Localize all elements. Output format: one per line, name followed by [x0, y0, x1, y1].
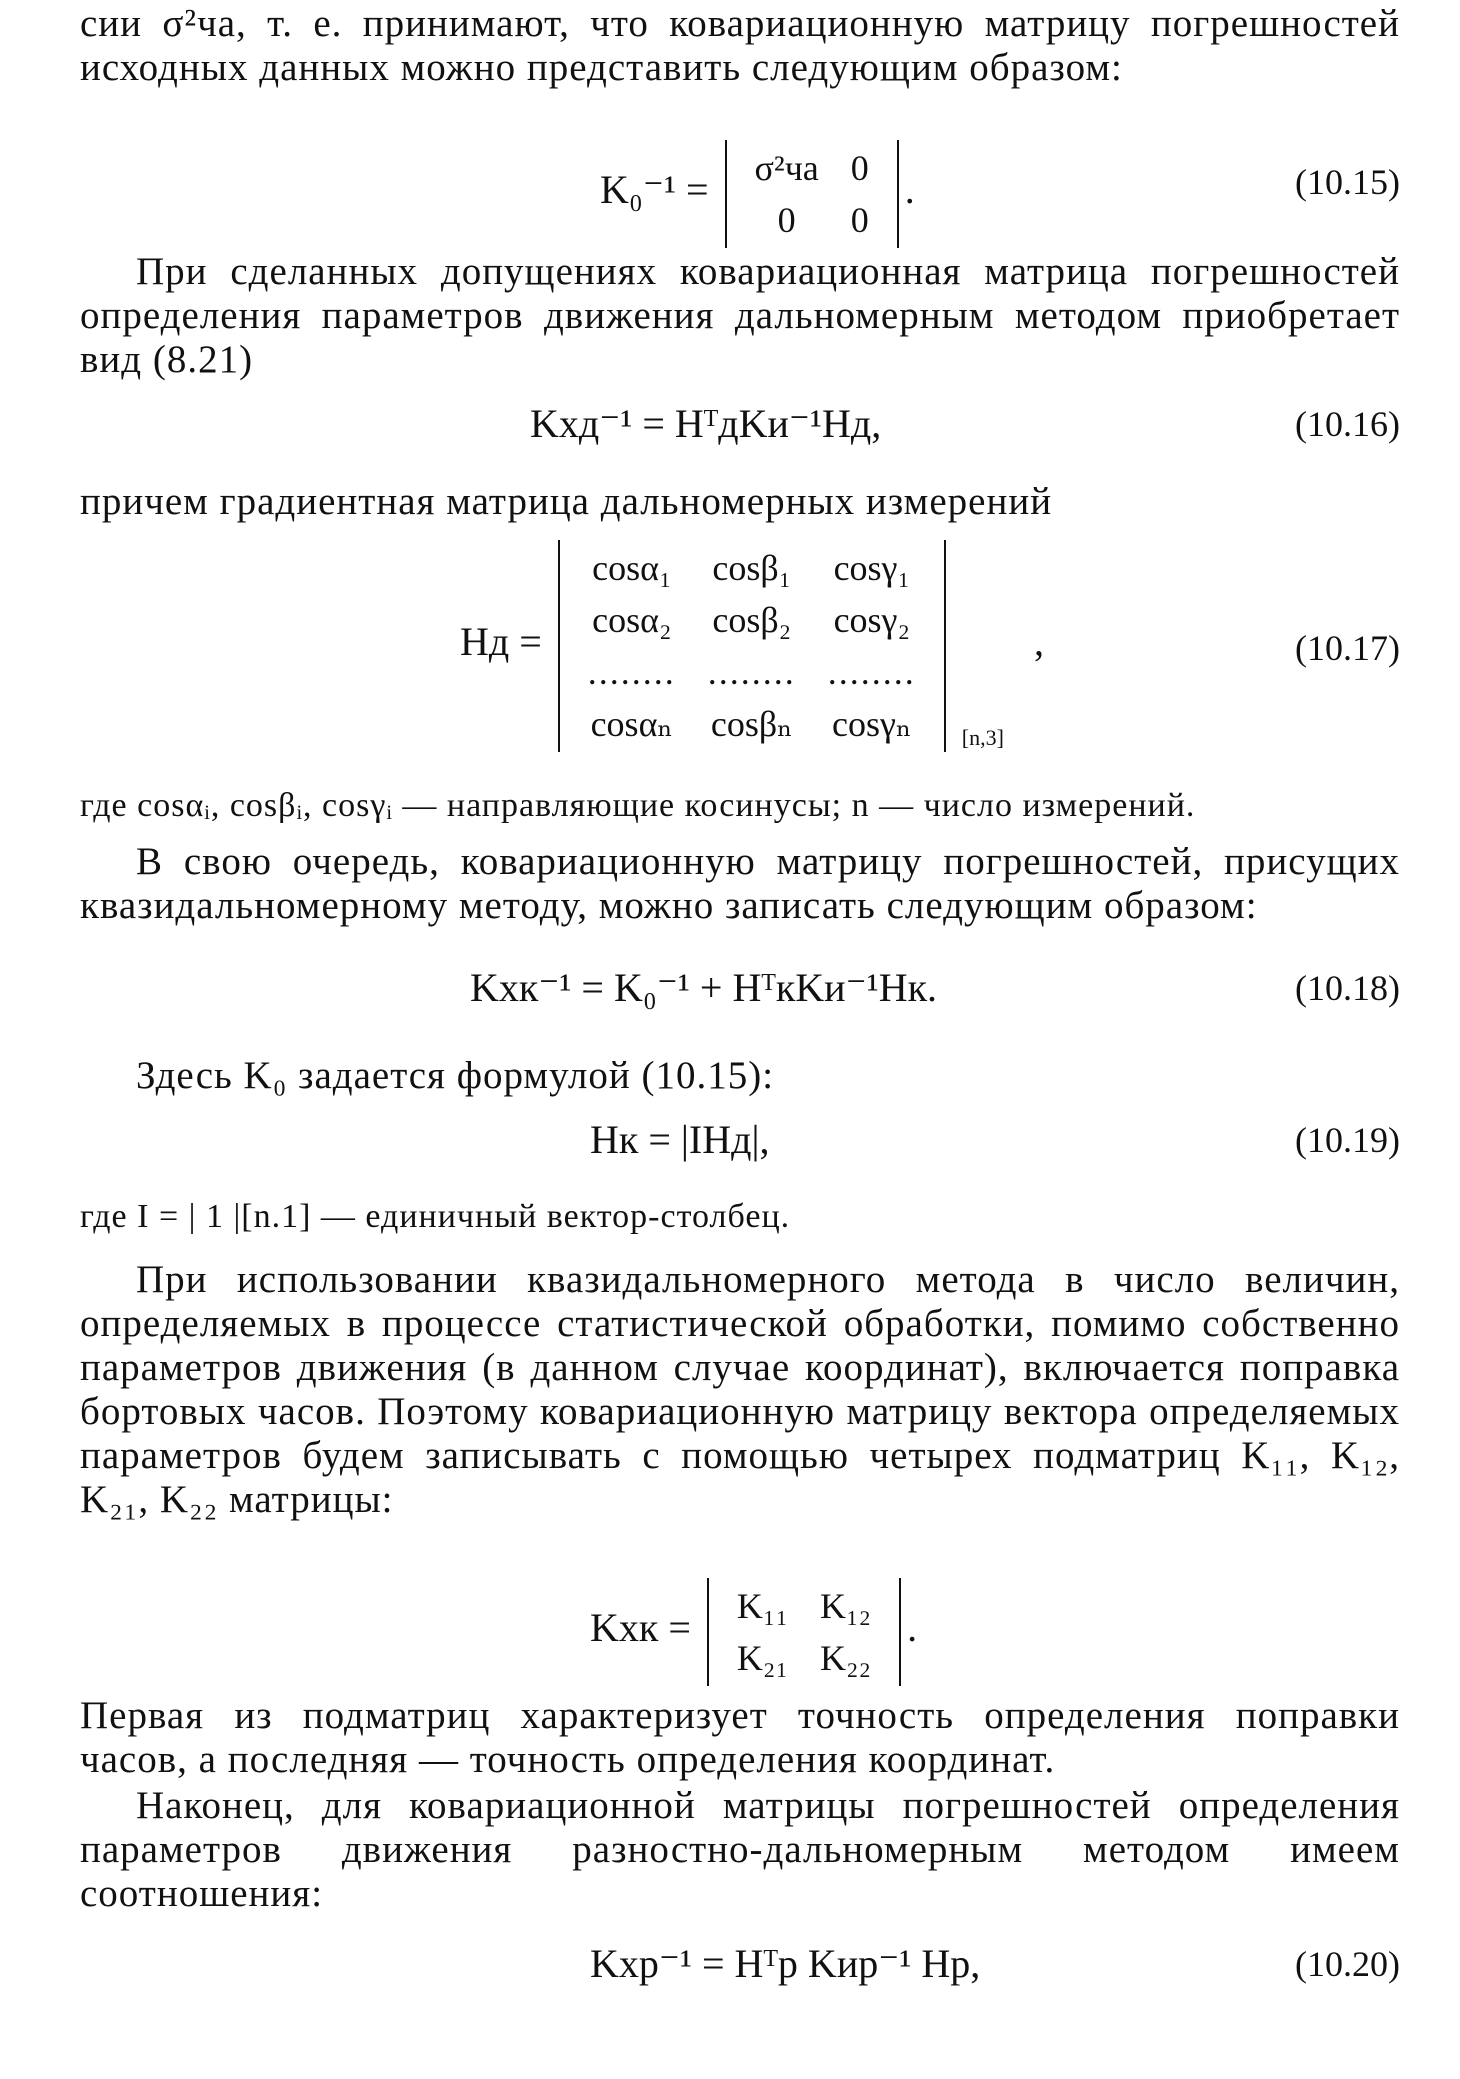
equation-10-19: [80, 1112, 1400, 1172]
equation-number: (10.15): [1295, 162, 1400, 202]
equation-10-15: [80, 140, 1400, 240]
matrix-dimension: [n,3]: [961, 725, 1004, 751]
equation-10-20: [80, 1936, 1400, 1996]
equation-10-16: [80, 396, 1400, 456]
matrix-cell: K₂₂: [820, 1638, 872, 1678]
equation-10-17-lhs: Hд =: [460, 619, 542, 665]
matrix-cell: σ²ча: [754, 148, 819, 188]
matrix-cell: K₁₁: [736, 1586, 788, 1626]
matrix-cell: cosγₙ: [832, 704, 912, 744]
matrix-cell: cosβₙ: [710, 704, 793, 744]
matrix-cell: 0: [777, 200, 796, 240]
matrix-kxk: [707, 1578, 901, 1686]
matrix-hd: [558, 540, 946, 752]
paragraph-9: Первая из подматриц характеризует точность определения поправки часов, а последняя — точность определения координат.: [80, 1694, 1400, 1781]
paragraph-5: В свою очередь, ковариационную матрицу погрешностей, присущих квазидальномерному методу, можно записать следующим образом:: [80, 840, 1400, 927]
equation-number: (10.19): [1295, 1120, 1400, 1160]
paragraph-2: При сделанных допущениях ковариационная матрица погрешностей определения параметров движения дальномерным методом приобретает вид (8.21): [80, 250, 1400, 381]
paragraph-6: Здесь K₀ задается формулой (10.15):: [136, 1054, 775, 1097]
equation-10-15-lhs: K₀⁻¹ =: [600, 167, 709, 213]
matrix-cell: cosα₂: [592, 600, 672, 640]
matrix-cell: cosγ₁: [833, 548, 911, 588]
equation-period: .: [907, 1605, 918, 1651]
equation-kxk: [80, 1578, 1400, 1678]
matrix-cell: cosαₙ: [590, 704, 674, 744]
matrix-cell: ........: [707, 652, 796, 692]
matrix-cell: cosβ₁: [712, 548, 792, 588]
paragraph-8: При использовании квазидальномерного метода в число величин, определяемых в процессе статистической обработки, помимо собственно параметров движения (в данном случае координат), включается поправка бортовых часов. Поэтому ковариационную матрицу вектора определяемых параметров будем записывать с помощью четырех подматриц K₁₁, K₁₂, K₂₁, K₂₂ матрицы:: [80, 1258, 1400, 1521]
matrix-cell: K₂₁: [736, 1638, 788, 1678]
matrix-cell: K₁₂: [820, 1586, 872, 1626]
matrix-cell: cosα₁: [592, 548, 672, 588]
matrix-cell: ........: [587, 652, 676, 692]
equation-number: (10.18): [1295, 968, 1400, 1008]
equation-10-18: [80, 960, 1400, 1020]
equation-number: (10.16): [1295, 404, 1400, 444]
equation-10-20-body: Kxр⁻¹ = Hᵀр Kир⁻¹ Hр,: [590, 1941, 981, 1986]
equation-kxk-body: [590, 1578, 917, 1686]
paragraph-4: где cosαᵢ, cosβᵢ, cosγᵢ — направляющие косинусы; n — число измерений.: [80, 787, 1196, 824]
equation-kxk-lhs: Kxк =: [590, 1605, 691, 1651]
equation-10-17: [80, 540, 1400, 760]
paragraph-10: Наконец, для ковариационной матрицы погрешностей определения параметров движения разностно-дальномерным методом имеем соотношения:: [80, 1784, 1400, 1915]
equation-comma: ,: [1033, 619, 1044, 665]
matrix-cell: cosβ₂: [712, 600, 792, 640]
matrix-cell: 0: [850, 148, 869, 188]
matrix-k0: [725, 140, 899, 248]
equation-10-18-body: Kxк⁻¹ = K₀⁻¹ + HᵀкKи⁻¹Hк.: [470, 965, 938, 1010]
matrix-cell: cosγ₂: [833, 600, 911, 640]
equation-10-17-body: [460, 540, 1044, 766]
equation-10-16-body: Kxд⁻¹ = HᵀдKи⁻¹Hд,: [530, 401, 882, 446]
matrix-cell: 0: [850, 200, 869, 240]
equation-10-15-body: K₀⁻¹ = σ²ча 0 0 0 .: [600, 140, 915, 248]
equation-number: (10.20): [1295, 1944, 1400, 1984]
paragraph-1: сии σ²ча, т. е. принимают, что ковариационную матрицу погрешностей исходных данных можно представить следующим образом:: [80, 2, 1400, 89]
matrix-cell: ........: [827, 652, 916, 692]
paragraph-7: где I = | 1 |[n.1] — единичный вектор-столбец.: [80, 1198, 791, 1235]
paragraph-3: причем градиентная матрица дальномерных измерений: [80, 480, 1053, 523]
equation-number: (10.17): [1295, 628, 1400, 668]
equation-10-19-body: Hк = |IHд|,: [590, 1117, 770, 1162]
